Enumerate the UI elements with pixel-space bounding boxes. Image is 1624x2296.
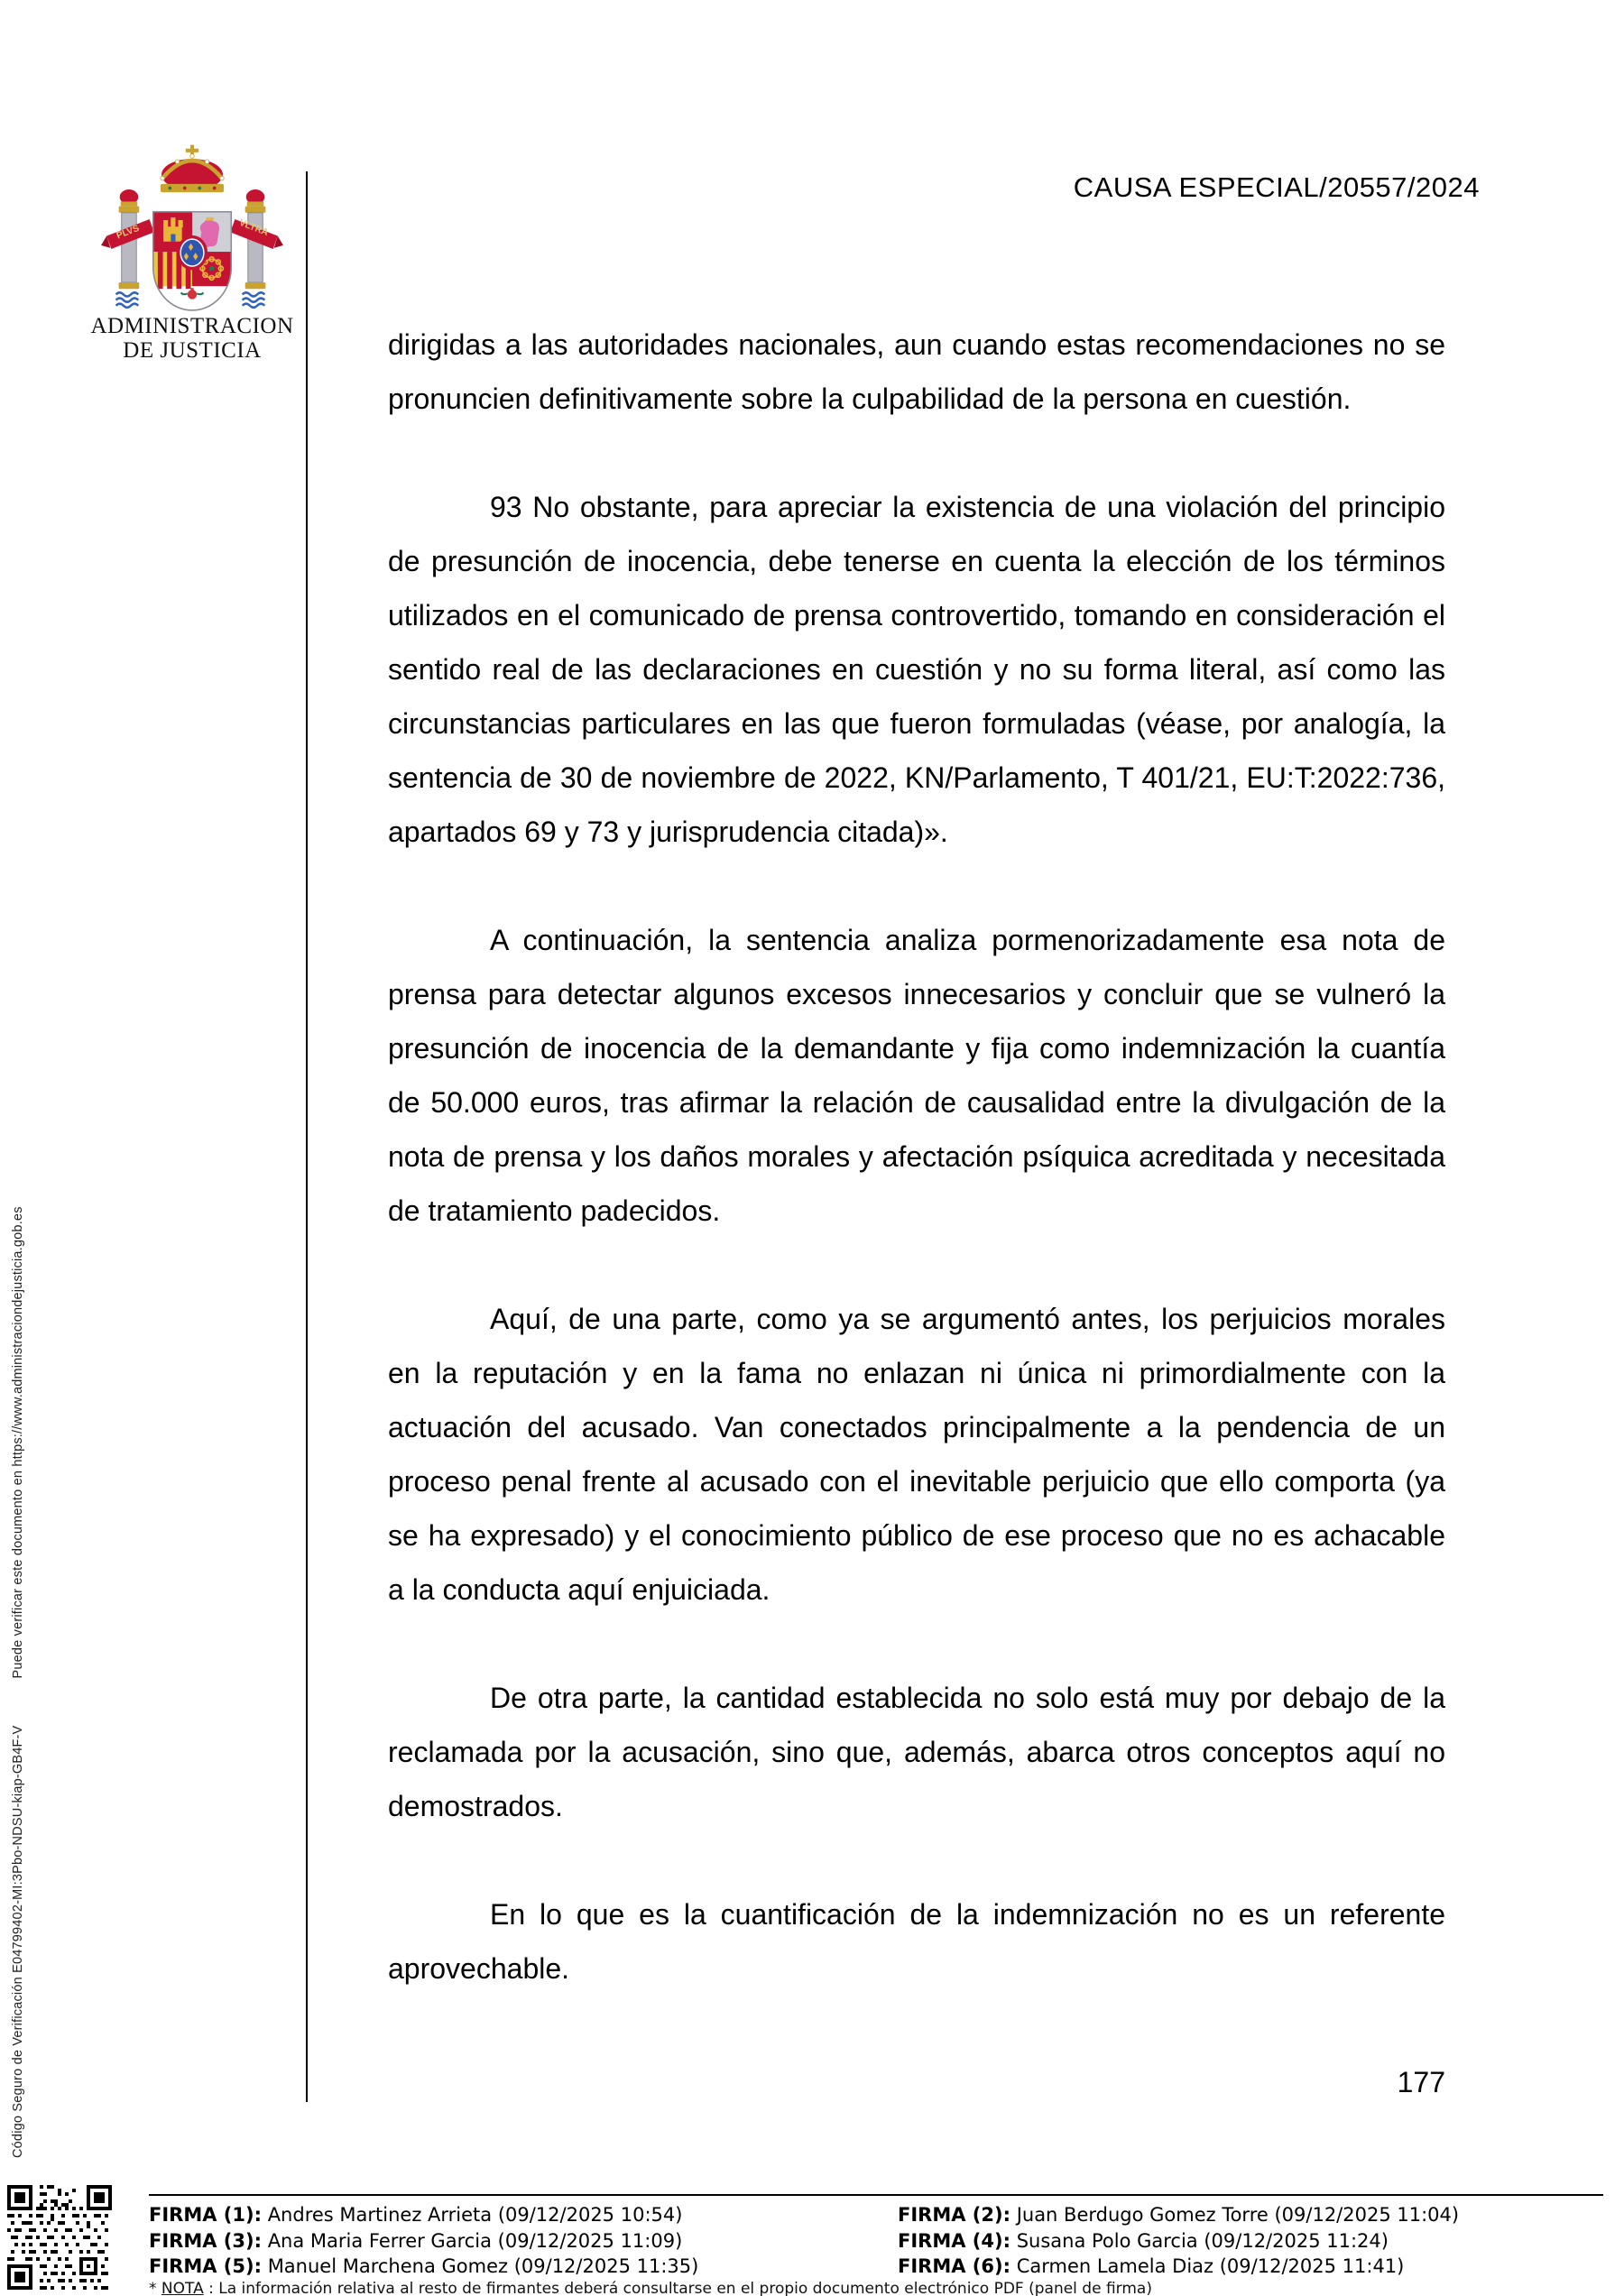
signature-value: Andres Martinez Arrieta (09/12/2025 10:54) bbox=[267, 2204, 683, 2226]
motto-left-text: PLVS bbox=[115, 223, 142, 242]
signature-label: FIRMA (3): bbox=[149, 2229, 262, 2252]
signature-row bbox=[898, 2254, 1603, 2280]
signature-label: FIRMA (1): bbox=[149, 2204, 262, 2226]
paragraph: 93 No obstante, para apreciar la existencia de una violación del principio de presunción de inocencia, debe tenerse en cuenta la elección de los términos utilizados en el comunicado de prensa controvertido, tomando en consideración el sentido real de las declaraciones en cuestión y no su forma literal, así como las circunstancias particulares en las que fueron formuladas (véase, por analogía, la sentencia de 30 de noviembre de 2022, KN/Parlamento, T 401/21, EU:T:2022:736, apartados 69 y 73 y jurisprudencia citada)». bbox=[388, 491, 1445, 848]
signature-value: Susana Polo Garcia (09/12/2025 11:24) bbox=[1016, 2229, 1389, 2252]
right-pillar bbox=[243, 189, 266, 308]
paragraph: En lo que es la cuantificación de la indemnización no es un referente aprovechable. bbox=[388, 1898, 1445, 1985]
signature-value: Manuel Marchena Gomez (09/12/2025 11:35) bbox=[267, 2255, 699, 2277]
logo-caption bbox=[77, 314, 308, 363]
royal-crown bbox=[161, 145, 224, 193]
footer-note-label: NOTA bbox=[161, 2280, 204, 2296]
footer-note-prefix: * bbox=[149, 2280, 161, 2296]
page-number: 177 bbox=[1397, 2066, 1445, 2098]
qr-code-graphic bbox=[7, 2185, 112, 2290]
signature-value: Juan Berdugo Gomez Torre (09/12/2025 11:04) bbox=[1016, 2204, 1460, 2226]
logo-caption-line2: DE JUSTICIA bbox=[123, 338, 262, 363]
signature-row bbox=[149, 2228, 898, 2255]
left-pillar bbox=[116, 189, 140, 308]
signature-row bbox=[898, 2228, 1603, 2255]
footer-note-text: : La información relativa al resto de firmantes deberá consultarse en el propio documento electrónico PDF (panel de firma) bbox=[203, 2280, 1152, 2296]
signature-label: FIRMA (2): bbox=[898, 2204, 1010, 2226]
case-number: CAUSA ESPECIAL/20557/2024 bbox=[1073, 171, 1480, 203]
signature-row bbox=[149, 2202, 898, 2228]
signature-label: FIRMA (5): bbox=[149, 2255, 262, 2277]
signature-value: Carmen Lamela Diaz (09/12/2025 11:41) bbox=[1016, 2255, 1405, 2277]
paragraph: A continuación, la sentencia analiza pormenorizadamente esa nota de prensa para detectar algunos excesos innecesarios y concluir que se vulneró la presunción de inocencia de la demandante y fija como indemnización la cuantía de 50.000 euros, tras afirmar la relación de causalidad entre la divulgación de la nota de prensa y los daños morales y afectación psíquica acreditada y necesitada de tratamiento padecidos. bbox=[388, 924, 1445, 1227]
qr-code bbox=[7, 2185, 112, 2290]
verification-sidebar bbox=[11, 1206, 25, 2158]
paragraph: dirigidas a las autoridades nacionales, aun cuando estas recomendaciones no se pronuncien definitivamente sobre la culpabilidad de la persona en cuestión. bbox=[388, 328, 1445, 415]
logo-caption-line1: ADMINISTRACION bbox=[90, 314, 294, 338]
signature-value: Ana Maria Ferrer Garcia (09/12/2025 11:09) bbox=[267, 2229, 683, 2252]
paragraph: De otra parte, la cantidad establecida no solo está muy por debajo de la reclamada por la acusación, sino que, además, abarca otros conceptos aquí no demostrados. bbox=[388, 1682, 1445, 1822]
castle-quarter bbox=[163, 217, 183, 242]
coat-of-arms-logo bbox=[99, 126, 285, 312]
signature-row bbox=[149, 2254, 898, 2280]
paragraph: Aquí, de una parte, como ya se argumentó antes, los perjuicios morales en la reputación y en la fama no enlazan ni única ni primordialmente con la actuación del acusado. Van conectados principalmente a la pendencia de un proceso penal frente al acusado con el inevitable perjuicio que ello comporta (ya se ha expresado) y el conocimiento público de ese proceso que no es achacable a la conducta aquí enjuiciada. bbox=[388, 1303, 1445, 1606]
shield bbox=[153, 212, 232, 312]
motto-right-text: VLTRA bbox=[237, 217, 270, 238]
verification-code: Código Seguro de Verificación E04799402-MI:3Pbo-NDSU-kiap-GB4F-V bbox=[11, 1725, 25, 2158]
document-body bbox=[388, 318, 1445, 2050]
signature-label: FIRMA (6): bbox=[898, 2255, 1010, 2277]
coat-of-arms-graphic bbox=[99, 126, 285, 312]
signature-row bbox=[898, 2202, 1603, 2228]
footer-divider bbox=[149, 2194, 1603, 2196]
signature-block bbox=[149, 2202, 1603, 2280]
footer-note bbox=[149, 2280, 1610, 2296]
verification-note: Puede verificar este documento en https://www.administraciondejusticia.gob.es bbox=[11, 1206, 25, 1679]
signature-label: FIRMA (4): bbox=[898, 2229, 1010, 2252]
vertical-divider bbox=[306, 171, 308, 2102]
